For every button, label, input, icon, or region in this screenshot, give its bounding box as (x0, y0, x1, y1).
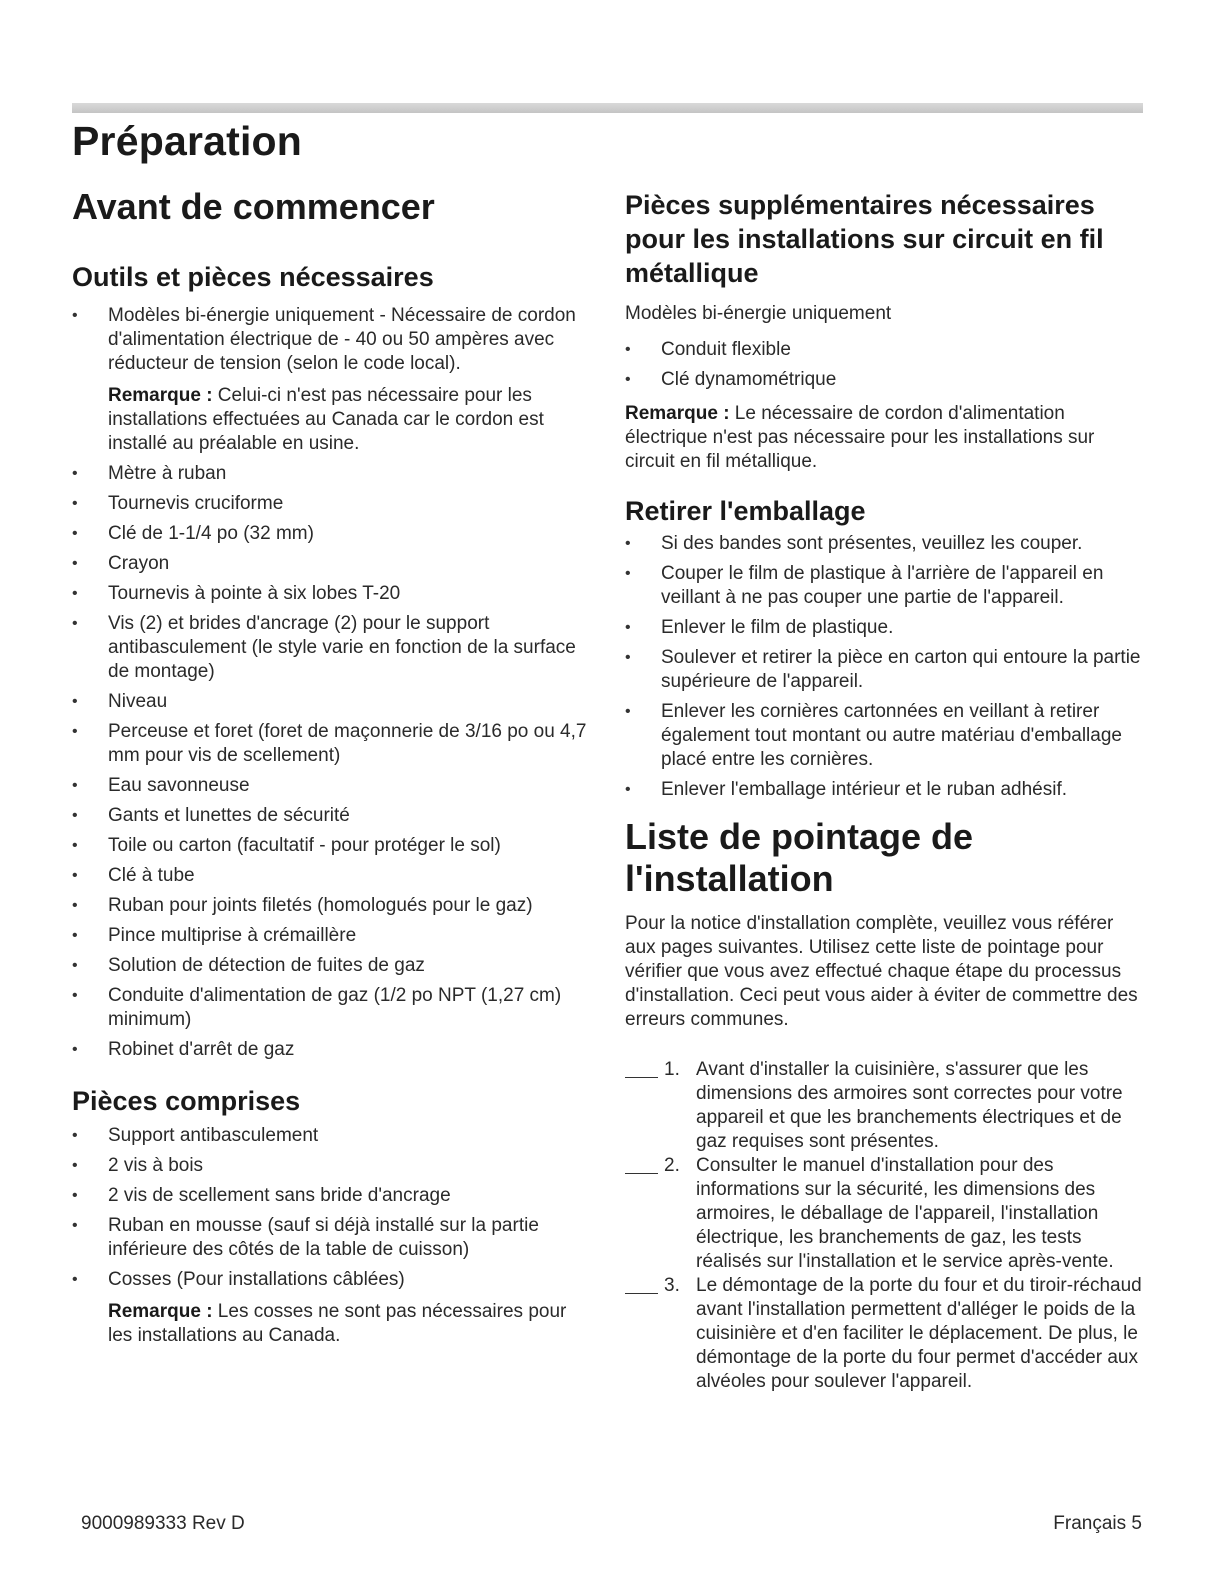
list-item: • Toile ou carton (facultatif - pour protéger le sol) (72, 834, 592, 858)
checklist-step (625, 1154, 1145, 1274)
list-item: • Ruban pour joints filetés (homologués pour le gaz) (72, 894, 592, 918)
list-item: • Conduite d'alimentation de gaz (1/2 po NPT (1,27 cm) minimum) (72, 984, 592, 1032)
list-item: • Vis (2) et brides d'ancrage (2) pour le support antibasculement (le style varie en fonction de la surface de montage) (72, 612, 592, 684)
list-item: • Pince multiprise à crémaillère (72, 924, 592, 948)
step-number: 3. (664, 1275, 680, 1296)
note-text: Les cosses ne sont pas nécessaires pour les installations au Canada. (108, 1301, 567, 1346)
note-text: Le nécessaire de cordon d'alimentation électrique n'est pas nécessaire pour les installations sur circuit en fil métallique. (625, 403, 1095, 472)
left-column (72, 186, 592, 1354)
list-item: • Conduit flexible (625, 338, 1145, 362)
note-label: Remarque : (108, 1301, 213, 1322)
note-text: Celui-ci n'est pas nécessaire pour les installations effectuées au Canada car le cordon est installé au préalable en usine. (108, 385, 544, 454)
included-parts-heading: Pièces comprises (72, 1086, 301, 1116)
step-number: 2. (664, 1155, 680, 1176)
list-item-text: Modèles bi-énergie uniquement - Nécessaire de cordon d'alimentation électrique de - 40 ou 50 ampères avec réducteur de tension (selon le code local). (108, 305, 576, 374)
extra-parts-intro: Modèles bi-énergie uniquement (625, 303, 892, 324)
unpack-list (625, 532, 1145, 802)
checklist-step (625, 1058, 1145, 1154)
list-item: • Eau savonneuse (72, 774, 592, 798)
list-item: • Couper le film de plastique à l'arrière de l'appareil en veillant à ne pas couper une partie de l'appareil. (625, 562, 1145, 610)
list-item: • Clé à tube (72, 864, 592, 888)
list-item: • Mètre à ruban (72, 462, 592, 486)
list-item: • Soulever et retirer la pièce en carton qui entoure la partie supérieure de l'appareil. (625, 646, 1145, 694)
list-item-text: Cosses (Pour installations câblées) (108, 1269, 405, 1290)
right-column (625, 188, 1145, 1394)
list-item: • Solution de détection de fuites de gaz (72, 954, 592, 978)
note-label: Remarque : (625, 403, 730, 424)
header-rule (72, 103, 1143, 113)
checklist-intro: Pour la notice d'installation complète, veuillez vous référer aux pages suivantes. Utilisez cette liste de pointage pour vérifier que vous avez effectué chaque étape du processus d'installation. Ceci peut vous aider à éviter de commettre des erreurs communes. (625, 913, 1138, 1030)
list-item: • Robinet d'arrêt de gaz (72, 1038, 592, 1062)
extra-parts-heading: Pièces supplémentaires nécessaires pour les installations sur circuit en fil métallique (625, 190, 1104, 288)
list-item: • 2 vis à bois (72, 1154, 592, 1178)
list-item: • Enlever l'emballage intérieur et le ruban adhésif. (625, 778, 1145, 802)
list-item: • Ruban en mousse (sauf si déjà installé sur la partie inférieure des côtés de la table de cuisson) (72, 1214, 592, 1262)
included-note (108, 1300, 592, 1348)
page-number: Français 5 (1053, 1513, 1142, 1534)
list-item: • Niveau (72, 690, 592, 714)
step-text: Avant d'installer la cuisinière, s'assurer que les dimensions des armoires sont correctes pour votre appareil et que les branchements électriques et de gaz requises sont présentes. (696, 1059, 1123, 1152)
list-item: • 2 vis de scellement sans bride d'ancrage (72, 1184, 592, 1208)
list-item: • Perceuse et foret (foret de maçonnerie de 3/16 po ou 4,7 mm pour vis de scellement) (72, 720, 592, 768)
list-item: • Tournevis cruciforme (72, 492, 592, 516)
page-title: Préparation (72, 118, 303, 164)
step-text: Consulter le manuel d'installation pour des informations sur la sécurité, les dimensions des armoires, le déballage de l'appareil, l'installation électrique, les branchements de gaz, les tests réalisés sur l'installation et le service après-vente. (696, 1155, 1114, 1272)
list-item (72, 304, 592, 456)
section-title-before-start: Avant de commencer (72, 186, 435, 227)
unpack-heading: Retirer l'emballage (625, 496, 866, 526)
list-item (72, 1268, 592, 1348)
list-item: • Enlever le film de plastique. (625, 616, 1145, 640)
checklist-step (625, 1274, 1145, 1394)
list-item: • Crayon (72, 552, 592, 576)
list-item: • Clé dynamométrique (625, 368, 1145, 392)
list-item: • Si des bandes sont présentes, veuillez les couper. (625, 532, 1145, 556)
list-item: • Clé de 1-1/4 po (32 mm) (72, 522, 592, 546)
extra-parts-list (625, 338, 1145, 392)
list-item: • Support antibasculement (72, 1124, 592, 1148)
tools-heading: Outils et pièces nécessaires (72, 262, 434, 292)
list-item: • Gants et lunettes de sécurité (72, 804, 592, 828)
extra-parts-note (625, 402, 1145, 474)
checklist-heading: Liste de pointage de l'installation (625, 816, 974, 899)
list-item: • Tournevis à pointe à six lobes T-20 (72, 582, 592, 606)
tools-list (72, 304, 592, 1062)
checklist-steps (625, 1058, 1145, 1394)
step-text: Le démontage de la porte du four et du tiroir-réchaud avant l'installation permettent d'alléger le poids de la cuisinière et d'en faciliter le déplacement. De plus, le démontage de la porte du four permet d'accéder aux alvéoles pour soulever l'appareil. (696, 1275, 1142, 1392)
step-number: 1. (664, 1059, 680, 1080)
included-parts-list (72, 1124, 592, 1348)
note-label: Remarque : (108, 385, 213, 406)
list-item: • Enlever les cornières cartonnées en veillant à retirer également tout montant ou autre matériau d'emballage placé entre les cornières. (625, 700, 1145, 772)
doc-number: 9000989333 Rev D (81, 1513, 245, 1534)
tools-note (108, 384, 592, 456)
